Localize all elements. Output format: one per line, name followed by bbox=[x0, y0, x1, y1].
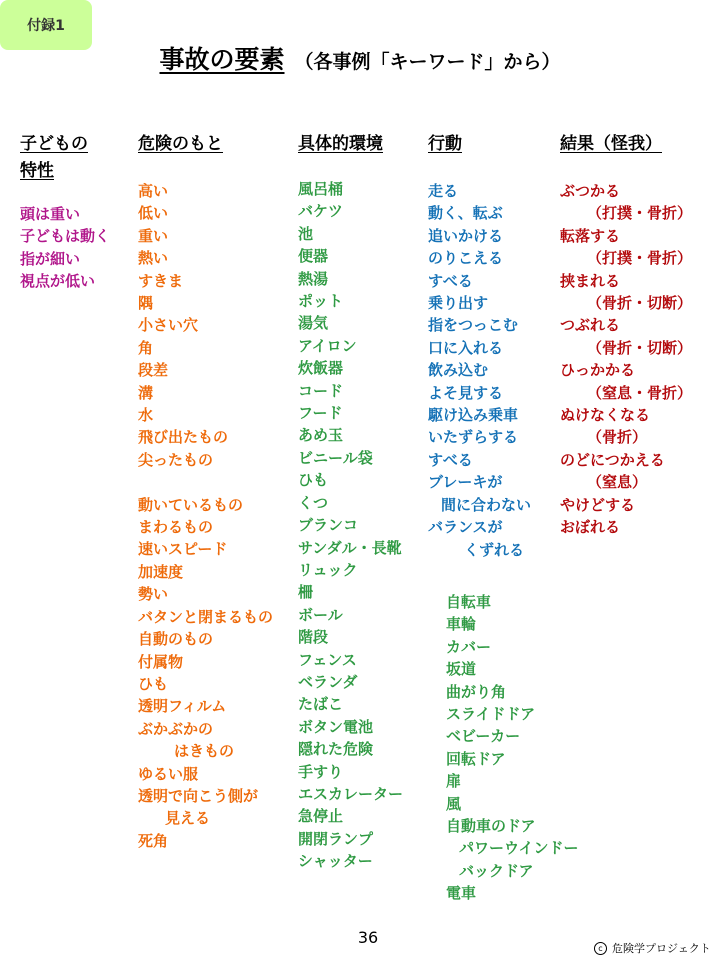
list-item: 隅 bbox=[138, 294, 154, 313]
page-number: 36 bbox=[357, 928, 379, 947]
list-item: 柵 bbox=[298, 583, 314, 602]
list-item: 見える bbox=[165, 809, 211, 828]
list-item: くつ bbox=[298, 493, 329, 512]
list-item: ブランコ bbox=[298, 516, 359, 535]
list-item: ひも bbox=[138, 674, 169, 693]
list-item: 急停止 bbox=[298, 807, 344, 826]
list-item: 飲み込む bbox=[428, 361, 489, 380]
list-item: 重い bbox=[138, 226, 169, 245]
list-item: すきま bbox=[138, 271, 184, 290]
list-item: 電車 bbox=[446, 884, 477, 903]
list-item: サンダル・長靴 bbox=[298, 538, 402, 557]
list-item: ボタン電池 bbox=[298, 717, 374, 736]
list-item: 転落する bbox=[560, 226, 621, 245]
child-traits-list bbox=[20, 203, 110, 293]
list-item: バックドア bbox=[459, 861, 534, 880]
list-item: のりこえる bbox=[428, 249, 504, 268]
list-item: 自転車 bbox=[446, 593, 492, 611]
list-item: 頭は重い bbox=[20, 205, 81, 223]
list-item: 指が細い bbox=[20, 249, 81, 268]
list-item: （骨折・切断） bbox=[587, 338, 693, 357]
list-item: ひも bbox=[298, 471, 329, 490]
list-item: 指をつっこむ bbox=[428, 316, 518, 335]
list-item: やけどする bbox=[560, 495, 636, 514]
list-item: 飛び出たもの bbox=[138, 428, 229, 447]
list-item: 子どもは動く bbox=[20, 227, 111, 246]
list-item: 風 bbox=[446, 794, 462, 813]
list-item: のどにつかえる bbox=[560, 450, 665, 469]
list-item: 視点が低い bbox=[20, 272, 96, 291]
header-child-traits-line2: 特性 bbox=[20, 161, 54, 181]
list-item: 隠れた危険 bbox=[298, 740, 374, 759]
list-item: バランスが bbox=[428, 518, 503, 537]
page-title bbox=[0, 40, 720, 76]
list-item: コード bbox=[298, 381, 344, 400]
environment-list bbox=[298, 178, 403, 873]
list-item: 速いスピード bbox=[138, 540, 228, 559]
list-item: 動く、転ぶ bbox=[428, 204, 503, 223]
list-item: よそ見する bbox=[428, 383, 504, 402]
list-item: 湯気 bbox=[298, 314, 329, 333]
list-item: 口に入れる bbox=[428, 338, 504, 357]
list-item: 自動のもの bbox=[138, 630, 214, 649]
hazard-list bbox=[138, 180, 273, 852]
list-item: （窒息） bbox=[587, 473, 648, 492]
list-item: 車輪 bbox=[446, 615, 477, 634]
list-item: 池 bbox=[298, 224, 314, 243]
list-item: アイロン bbox=[298, 336, 357, 355]
list-item: ビニール袋 bbox=[298, 448, 373, 467]
footer-copyright bbox=[594, 940, 711, 956]
list-item: ベランダ bbox=[298, 672, 358, 691]
list-item: 熱湯 bbox=[298, 269, 329, 288]
list-item: ベビーカー bbox=[446, 727, 521, 746]
list-item: くずれる bbox=[464, 540, 525, 559]
list-item: （骨折） bbox=[587, 428, 648, 447]
list-item: 風呂桶 bbox=[298, 180, 344, 198]
list-item: リュック bbox=[298, 560, 358, 579]
list-item: 死角 bbox=[138, 831, 169, 850]
list-item: ぬけなくなる bbox=[560, 406, 651, 425]
list-item: 坂道 bbox=[446, 660, 477, 679]
list-item: 便器 bbox=[298, 247, 329, 266]
list-item: 回転ドア bbox=[446, 749, 506, 768]
list-item: （打撲・骨折） bbox=[587, 249, 693, 268]
list-item: 段差 bbox=[138, 361, 169, 380]
list-item: いたずらする bbox=[428, 428, 519, 447]
list-item: 追いかける bbox=[428, 226, 504, 245]
list-item: （打撲・骨折） bbox=[587, 204, 693, 223]
list-item: 低い bbox=[138, 204, 169, 223]
header-child-traits-line1: 子どもの bbox=[20, 134, 88, 154]
list-item: ポット bbox=[298, 292, 344, 311]
list-item: 角 bbox=[138, 338, 154, 357]
appendix-badge: 付録1 bbox=[0, 0, 92, 50]
list-item: はきもの bbox=[174, 742, 235, 761]
list-item: すべる bbox=[428, 450, 473, 469]
list-item: シャッター bbox=[298, 852, 373, 871]
title-main: 事故の要素 bbox=[159, 45, 285, 74]
header-hazard: 危険のもと bbox=[138, 134, 223, 154]
list-item: 駆け込み乗車 bbox=[428, 406, 519, 425]
list-item: バケツ bbox=[298, 202, 343, 221]
list-item: 熱い bbox=[138, 249, 169, 268]
list-item: 開閉ランプ bbox=[298, 829, 374, 848]
list-item: 走る bbox=[428, 182, 459, 200]
list-item: ぶかぶかの bbox=[138, 719, 214, 738]
list-item: 透明で向こう側が bbox=[138, 786, 259, 805]
list-item: スライドドア bbox=[446, 705, 536, 724]
list-item: パワーウインドー bbox=[459, 839, 579, 858]
list-item: ブレーキが bbox=[428, 473, 503, 492]
list-item: 扉 bbox=[446, 772, 462, 791]
list-item: あめ玉 bbox=[298, 426, 344, 445]
list-item: 尖ったもの bbox=[138, 450, 214, 469]
list-item: たばこ bbox=[298, 695, 344, 714]
header-result: 結果（怪我） bbox=[560, 134, 662, 154]
list-item: ひっかかる bbox=[560, 361, 636, 380]
list-item: 挟まれる bbox=[560, 271, 621, 290]
header-child-traits bbox=[20, 131, 88, 185]
title-sub: （各事例「キーワード」から） bbox=[294, 51, 561, 73]
header-environment: 具体的環境 bbox=[298, 134, 383, 154]
list-item: フード bbox=[298, 404, 343, 423]
list-item: 付属物 bbox=[138, 652, 184, 671]
list-item: 動いているもの bbox=[138, 495, 244, 514]
list-item: 高い bbox=[138, 182, 169, 200]
result-list bbox=[560, 180, 692, 539]
list-item: ゆるい服 bbox=[138, 764, 199, 783]
list-item: 勢い bbox=[138, 585, 169, 604]
list-item: 乗り出す bbox=[428, 294, 489, 313]
list-item: すべる bbox=[428, 271, 473, 290]
list-item: 階段 bbox=[298, 628, 329, 647]
list-item: 小さい穴 bbox=[138, 316, 199, 335]
list-item: つぶれる bbox=[560, 316, 621, 335]
list-item: 曲がり角 bbox=[446, 682, 507, 701]
list-item: 透明フィルム bbox=[138, 697, 227, 716]
list-item: カバー bbox=[446, 637, 492, 656]
copyright-icon: c bbox=[594, 942, 607, 955]
list-item: （骨折・切断） bbox=[587, 294, 693, 313]
list-item: 加速度 bbox=[138, 562, 184, 581]
list-item: フェンス bbox=[298, 650, 357, 669]
list-item: 自動車のドア bbox=[446, 817, 536, 836]
list-item: 溝 bbox=[138, 383, 154, 402]
list-item: おぼれる bbox=[560, 518, 621, 537]
header-action: 行動 bbox=[428, 134, 462, 154]
list-item: エスカレーター bbox=[298, 784, 404, 803]
list-item: 手すり bbox=[298, 762, 344, 781]
footer-text: 危険学プロジェクト bbox=[612, 942, 711, 955]
list-item: ぶつかる bbox=[560, 182, 621, 200]
list-item: （窒息・骨折） bbox=[587, 383, 693, 402]
list-item: まわるもの bbox=[138, 518, 214, 537]
list-item: 炊飯器 bbox=[298, 359, 344, 378]
list-item: 水 bbox=[138, 406, 154, 425]
environment-list-2 bbox=[446, 591, 579, 905]
list-item: バタンと閉まるもの bbox=[138, 607, 274, 626]
list-item: 間に合わない bbox=[441, 495, 532, 514]
list-item: ボール bbox=[298, 605, 343, 624]
action-list bbox=[428, 180, 531, 561]
